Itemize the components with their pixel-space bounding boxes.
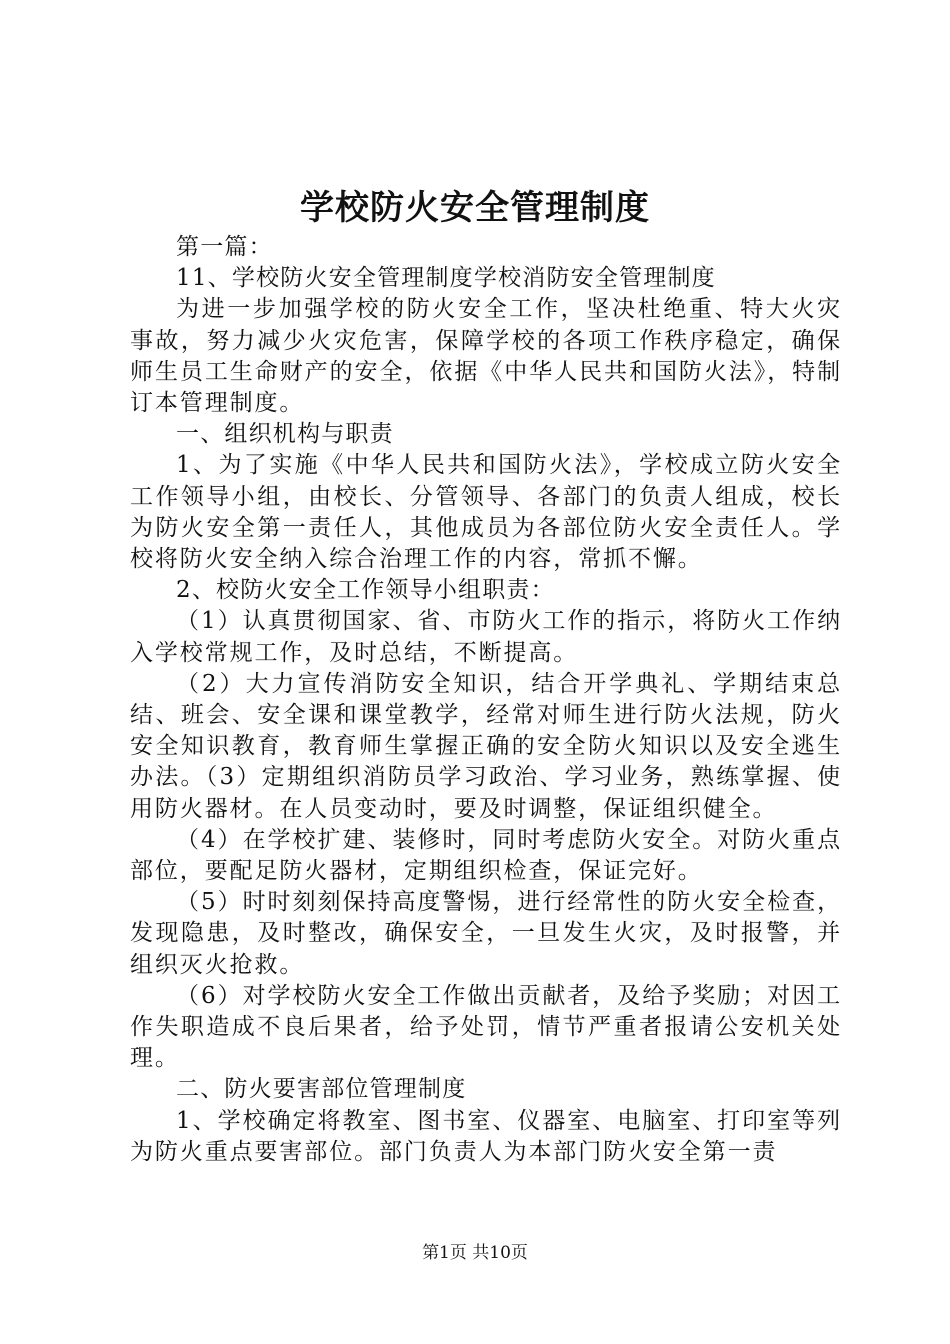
page-total: 共10页: [472, 1243, 528, 1263]
paragraph-duty-5: （5）时时刻刻保持高度警惕，进行经常性的防火安全检查，发现隐患，及时整改，确保安全，一旦发生火灾，及时报警，并组织灭火抢救。: [130, 889, 842, 978]
paragraph-duty-2-3: （2）大力宣传消防安全知识，结合开学典礼、学期结束总结、班会、安全课和课堂教学，经常对师生进行防火法规，防火安全知识教育，教育师生掌握正确的安全防火知识以及安全逃生办法。（3）定期组织消防员学习政治、学习业务，熟练掌握、使用防火器材。在人员变动时，要及时调整，保证组织健全。: [130, 670, 842, 822]
subtitle-line: 11、学校防火安全管理制度学校消防安全管理制度: [176, 265, 716, 292]
document-body: [130, 232, 842, 1168]
heading-key-areas: 二、防火要害部位管理制度: [176, 1076, 467, 1103]
paragraph-item-1: 1、为了实施《中华人民共和国防火法》，学校成立防火安全工作领导小组，由校长、分管领导、各部门的负责人组成，校长为防火安全第一责任人，其他成员为各部位防火安全责任人。学校将防火安全纳入综合治理工作的内容，常抓不懈。: [130, 452, 842, 573]
page-footer: [0, 1242, 950, 1264]
paragraph-duty-4: （4）在学校扩建、装修时，同时考虑防火安全。对防火重点部位，要配足防火器材，定期组织检查，保证完好。: [130, 826, 842, 885]
paragraph-duty-1: （1）认真贯彻国家、省、市防火工作的指示，将防火工作纳入学校常规工作，及时总结，不断提高。: [130, 608, 842, 666]
heading-organization: 一、组织机构与职责: [176, 421, 394, 448]
paragraph-key-areas-1: 1、学校确定将教室、图书室、仪器室、电脑室、打印室等列为防火重点要害部位。部门负责人为本部门防火安全第一责: [130, 1107, 842, 1165]
paragraph-duty-6: （6）对学校防火安全工作做出贡献者，及给予奖励；对因工作失职造成不良后果者，给予处罚，情节严重者报请公安机关处理。: [130, 982, 842, 1072]
paragraph-item-2: 2、校防火安全工作领导小组职责：: [176, 577, 555, 604]
page-number: 第1页: [422, 1243, 467, 1263]
section-label: 第一篇：: [176, 234, 273, 260]
paragraph-intro: 为进一步加强学校的防火安全工作，坚决杜绝重、特大火灾事故，努力减少火灾危害，保障学校的各项工作秩序稳定，确保师生员工生命财产的安全，依据《中华人民共和国防火法》，特制订本管理制度。: [130, 296, 842, 417]
document-title: 学校防火安全管理制度: [300, 188, 650, 228]
